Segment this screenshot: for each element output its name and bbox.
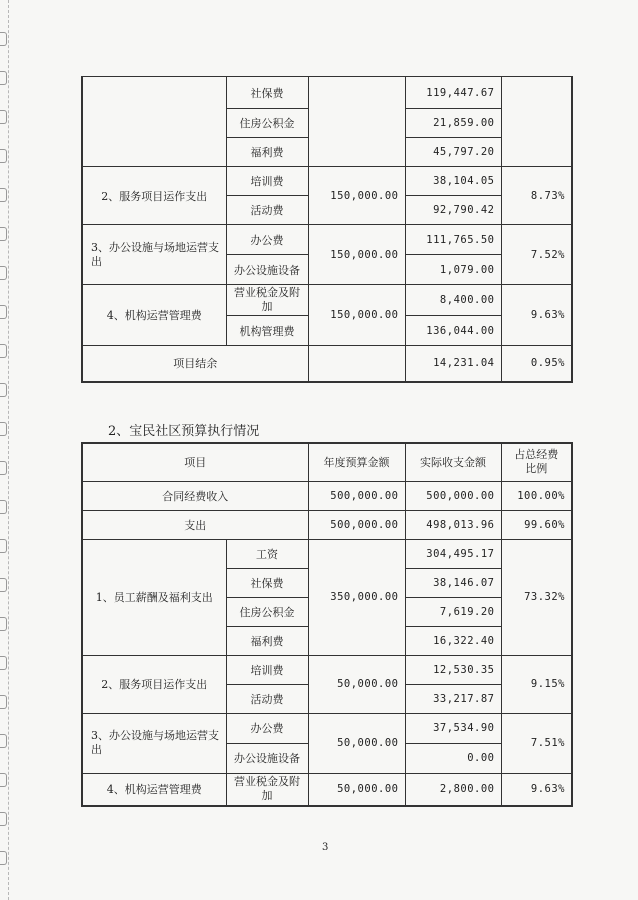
header-item: 项目 — [82, 443, 308, 481]
item-cell: 4、机构运营管理费 — [82, 773, 226, 806]
binding-hole — [0, 422, 7, 436]
actual-cell: 16,322.40 — [405, 626, 501, 655]
sub-item-cell: 营业税金及附加 — [226, 773, 308, 806]
budget-cell: 50,000.00 — [308, 655, 405, 713]
sub-item-cell: 工资 — [226, 539, 308, 568]
sub-item-cell: 办公费 — [226, 713, 308, 743]
actual-cell: 12,530.35 — [405, 655, 501, 684]
actual-cell: 304,495.17 — [405, 539, 501, 568]
budget-cell: 150,000.00 — [308, 167, 405, 225]
page-number: 3 — [322, 842, 329, 853]
actual-cell: 8,400.00 — [405, 285, 501, 316]
binding-hole — [0, 812, 7, 826]
sub-item-cell: 机构管理费 — [226, 316, 308, 346]
binding-hole — [0, 32, 7, 46]
sub-item-cell: 办公设施设备 — [226, 743, 308, 773]
income-ratio: 100.00% — [501, 481, 572, 510]
budget-cell: 150,000.00 — [308, 285, 405, 346]
sub-item-cell: 培训费 — [226, 655, 308, 684]
binding-hole — [0, 305, 7, 319]
budget-cell: 50,000.00 — [308, 713, 405, 773]
header-ratio: 占总经费比例 — [501, 443, 572, 481]
actual-cell: 92,790.42 — [405, 196, 501, 225]
binding-hole — [0, 500, 7, 514]
expense-ratio: 99.60% — [501, 510, 572, 539]
actual-cell: 7,619.20 — [405, 597, 501, 626]
ratio-cell: 7.51% — [501, 713, 572, 773]
binding-hole — [0, 656, 7, 670]
item-cell: 1、员工薪酬及福利支出 — [82, 539, 226, 655]
ratio-cell: 73.32% — [501, 539, 572, 655]
sub-item-cell: 营业税金及附加 — [226, 285, 308, 316]
item-cell: 4、机构运营管理费 — [82, 285, 226, 346]
item-cell: 3、办公设施与场地运营支出 — [82, 225, 226, 285]
actual-cell: 111,765.50 — [405, 225, 501, 255]
expense-actual: 498,013.96 — [405, 510, 501, 539]
binding-hole — [0, 617, 7, 631]
binding-hole — [0, 383, 7, 397]
binding-hole — [0, 695, 7, 709]
binding-hole — [0, 110, 7, 124]
binding-hole — [0, 734, 7, 748]
header-budget: 年度预算金额 — [308, 443, 405, 481]
ratio-cell: 7.52% — [501, 225, 572, 285]
ratio-cell: 9.15% — [501, 655, 572, 713]
sub-item-cell: 社保费 — [226, 77, 308, 109]
sub-item-cell: 住房公积金 — [226, 597, 308, 626]
actual-cell: 136,044.00 — [405, 316, 501, 346]
budget-table-baomin — [81, 442, 573, 807]
binding-hole — [0, 578, 7, 592]
binding-hole — [0, 461, 7, 475]
binding-hole — [0, 227, 7, 241]
balance-actual: 14,231.04 — [405, 346, 501, 382]
expense-label: 支出 — [82, 510, 308, 539]
actual-cell: 1,079.00 — [405, 255, 501, 285]
sub-item-cell: 活动费 — [226, 196, 308, 225]
sub-item-cell: 活动费 — [226, 684, 308, 713]
item-cell: 3、办公设施与场地运营支出 — [82, 713, 226, 773]
sub-item-cell: 社保费 — [226, 568, 308, 597]
actual-cell: 38,104.05 — [405, 167, 501, 196]
binding-hole — [0, 773, 7, 787]
sub-item-cell: 福利费 — [226, 138, 308, 167]
actual-cell: 2,800.00 — [405, 773, 501, 806]
item-cell: 2、服务项目运作支出 — [82, 167, 226, 225]
ratio-cell: 8.73% — [501, 167, 572, 225]
budget-table-continued — [81, 76, 573, 383]
actual-cell: 21,859.00 — [405, 109, 501, 138]
actual-cell: 37,534.90 — [405, 713, 501, 743]
sub-item-cell: 办公设施设备 — [226, 255, 308, 285]
binding-hole — [0, 188, 7, 202]
balance-label: 项目结余 — [82, 346, 308, 382]
actual-cell: 45,797.20 — [405, 138, 501, 167]
expense-budget: 500,000.00 — [308, 510, 405, 539]
income-label: 合同经费收入 — [82, 481, 308, 510]
sub-item-cell: 培训费 — [226, 167, 308, 196]
binding-hole — [0, 344, 7, 358]
binding-hole — [0, 539, 7, 553]
income-actual: 500,000.00 — [405, 481, 501, 510]
actual-cell: 38,146.07 — [405, 568, 501, 597]
balance-ratio: 0.95% — [501, 346, 572, 382]
actual-cell: 119,447.67 — [405, 77, 501, 109]
budget-cell: 350,000.00 — [308, 539, 405, 655]
actual-cell: 0.00 — [405, 743, 501, 773]
binding-hole — [0, 266, 7, 280]
binding-hole — [0, 71, 7, 85]
binding-hole — [0, 851, 7, 865]
binding-hole — [0, 149, 7, 163]
header-actual: 实际收支金额 — [405, 443, 501, 481]
budget-cell: 50,000.00 — [308, 773, 405, 806]
income-budget: 500,000.00 — [308, 481, 405, 510]
binding-margin — [0, 0, 9, 900]
sub-item-cell: 住房公积金 — [226, 109, 308, 138]
budget-cell: 150,000.00 — [308, 225, 405, 285]
sub-item-cell: 福利费 — [226, 626, 308, 655]
actual-cell: 33,217.87 — [405, 684, 501, 713]
section-title: 2、宝民社区预算执行情况 — [108, 424, 260, 439]
ratio-cell: 9.63% — [501, 773, 572, 806]
item-cell: 2、服务项目运作支出 — [82, 655, 226, 713]
sub-item-cell: 办公费 — [226, 225, 308, 255]
ratio-cell: 9.63% — [501, 285, 572, 346]
